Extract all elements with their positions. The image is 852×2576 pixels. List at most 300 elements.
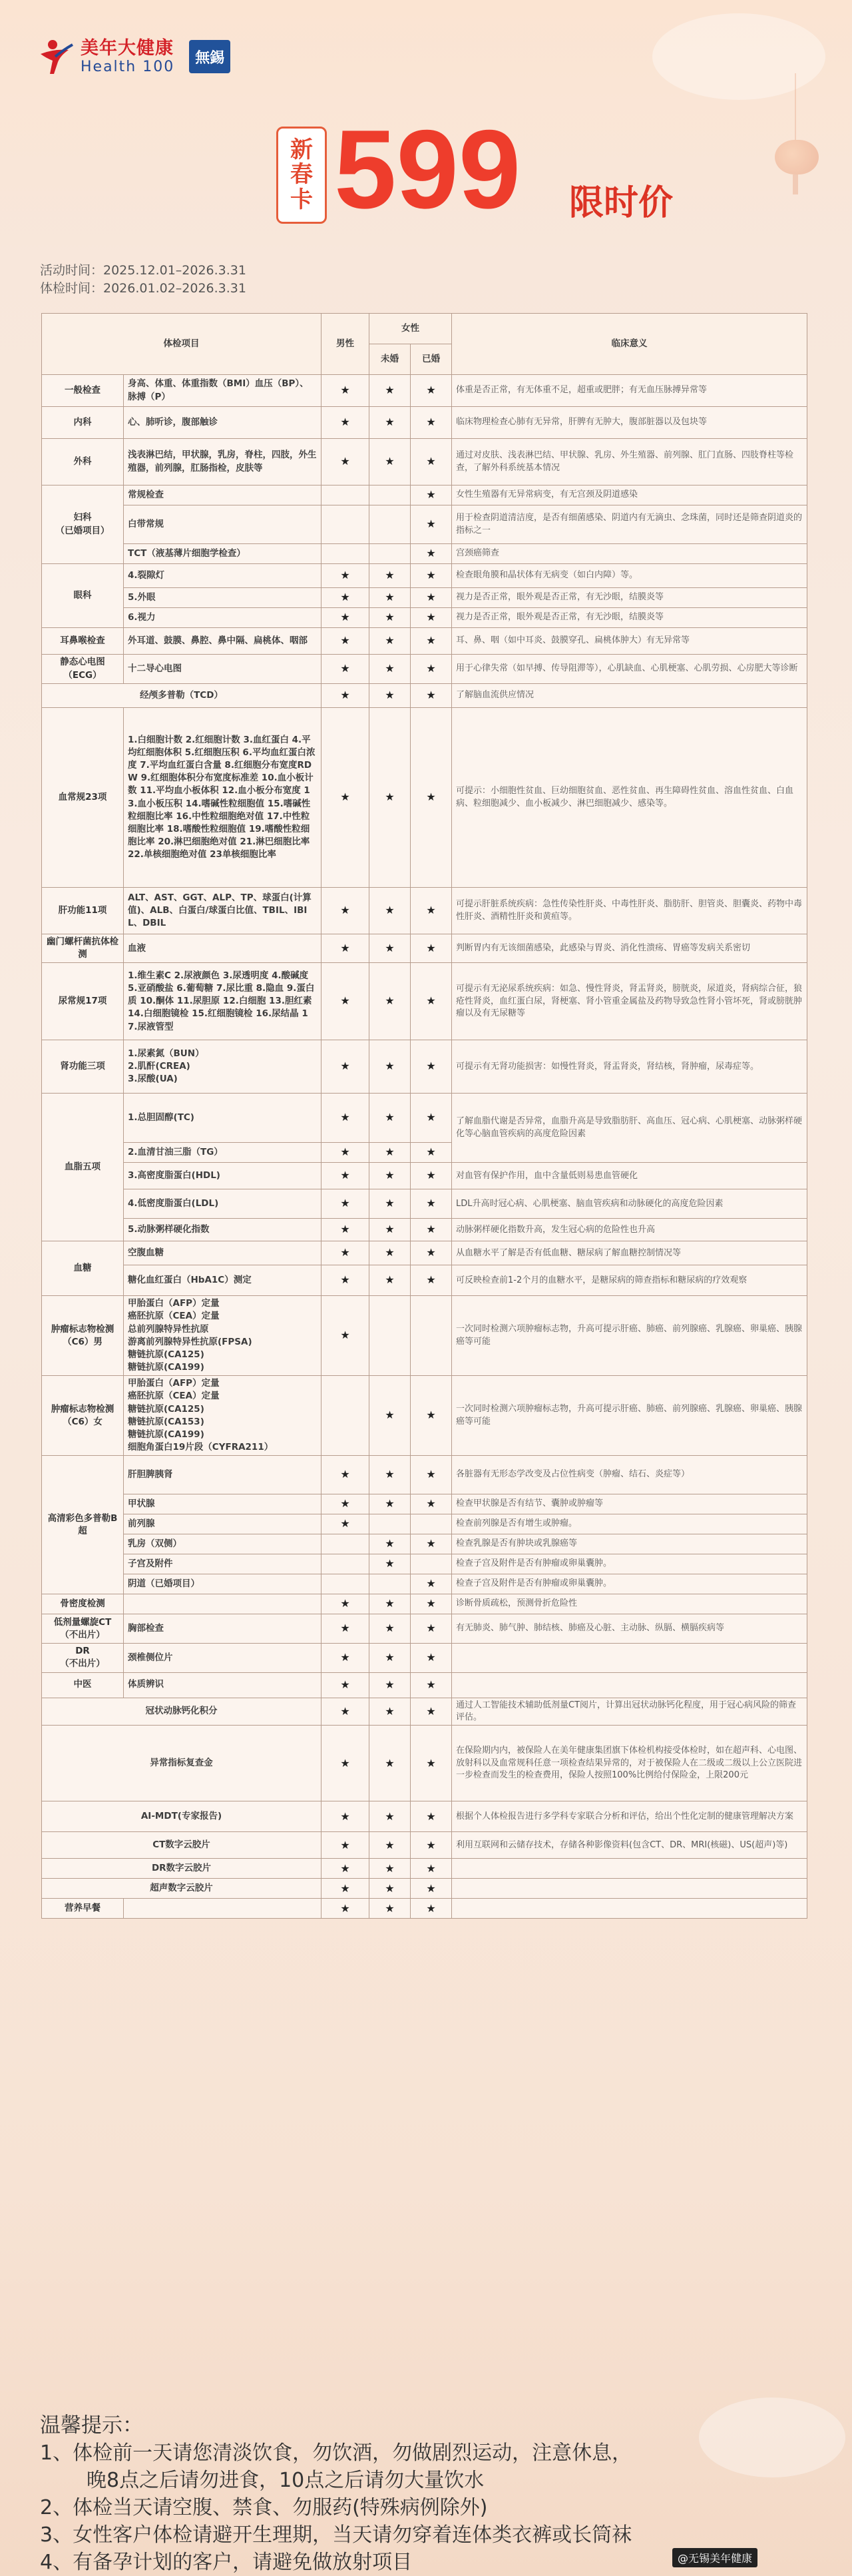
- exam-item: [124, 1899, 321, 1919]
- male-mark: ★: [321, 1859, 369, 1879]
- male-mark: [321, 505, 369, 544]
- exam-item: 6.视力: [124, 608, 321, 628]
- clinical-meaning: 诊断骨质疏松，预测骨折危险性: [452, 1594, 807, 1614]
- married-mark: ★: [411, 1241, 452, 1265]
- married-mark: ★: [411, 1494, 452, 1514]
- exam-item: CT数字云胶片: [42, 1832, 321, 1859]
- table-row: [42, 1094, 807, 1143]
- exam-item: 胸部检查: [124, 1614, 321, 1644]
- unmarried-mark: ★: [369, 564, 411, 588]
- married-mark: ★: [411, 1143, 452, 1163]
- brand-name: 美年大健康: [81, 37, 174, 59]
- header-married: 已婚: [411, 344, 452, 375]
- brand-name-en: Health 100: [81, 58, 175, 75]
- unmarried-mark: ★: [369, 1189, 411, 1219]
- clinical-meaning: 一次同时检测六项肿瘤标志物，升高可提示肝癌、肺癌、前列腺癌、乳腺癌、卵巢癌、胰腺癌等可能: [452, 1376, 807, 1456]
- clinical-meaning: 耳、鼻、咽（如中耳炎、鼓膜穿孔、扁桃体肿大）有无异常等: [452, 628, 807, 655]
- unmarried-mark: ★: [369, 1801, 411, 1832]
- unmarried-mark: ★: [369, 934, 411, 963]
- clinical-meaning: 用于心律失常（如早搏、传导阻滞等），心肌缺血、心肌梗塞、心肌劳损、心房肥大等诊断: [452, 655, 807, 684]
- clinical-meaning: 检查前列腺是否有增生或肿瘤。: [452, 1514, 807, 1534]
- exam-item: 肝胆脾胰肾: [124, 1456, 321, 1494]
- exam-category: 高清彩色多普勒B超: [42, 1456, 124, 1594]
- exam-item: 十二导心电图: [124, 655, 321, 684]
- table-row: [42, 1514, 807, 1534]
- unmarried-mark: ★: [369, 1241, 411, 1265]
- male-mark: ★: [321, 608, 369, 628]
- activity-time: 活动时间：2025.12.01–2026.3.31: [40, 263, 246, 278]
- male-mark: ★: [321, 1594, 369, 1614]
- married-mark: ★: [411, 1899, 452, 1919]
- exam-item: 阴道（已婚项目）: [124, 1574, 321, 1594]
- male-mark: ★: [321, 1879, 369, 1899]
- married-mark: ★: [411, 1219, 452, 1241]
- male-mark: [321, 485, 369, 505]
- male-mark: ★: [321, 1832, 369, 1859]
- exam-category: 肿瘤标志物检测（C6）男: [42, 1296, 124, 1376]
- table-row: [42, 888, 807, 934]
- exam-table: [41, 313, 807, 1919]
- male-mark: ★: [321, 934, 369, 963]
- unmarried-mark: ★: [369, 375, 411, 407]
- married-mark: ★: [411, 407, 452, 439]
- clinical-meaning: [452, 1899, 807, 1919]
- table-row: [42, 1554, 807, 1574]
- watermark: @无锡美年健康: [672, 2548, 757, 2567]
- married-mark: ★: [411, 1456, 452, 1494]
- exam-item: 2.血清甘油三脂（TG）: [124, 1143, 321, 1163]
- table-row: [42, 708, 807, 888]
- exam-item: 3.高密度脂蛋白(HDL): [124, 1163, 321, 1189]
- married-mark: ★: [411, 1726, 452, 1801]
- married-mark: ★: [411, 934, 452, 963]
- exam-item: 5.动脉粥样硬化指数: [124, 1219, 321, 1241]
- tips-section: [40, 2412, 632, 2576]
- exam-item: 浅表淋巴结，甲状腺，乳房，脊柱，四肢，外生殖器，前列腺，肛肠指检，皮肤等: [124, 439, 321, 485]
- male-mark: ★: [321, 1514, 369, 1534]
- male-mark: ★: [321, 588, 369, 608]
- tip-line: 晚8点之后请勿进食，10点之后请勿大量饮水: [87, 2469, 485, 2492]
- exam-table-body: [42, 375, 807, 1919]
- promo-stamp-char: 卡: [290, 186, 313, 213]
- clinical-meaning: 一次同时检测六项肿瘤标志物，升高可提示肝癌、肺癌、前列腺癌、乳腺癌、卵巢癌、胰腺癌等可能: [452, 1296, 807, 1376]
- exam-item: 甲胎蛋白（AFP）定量 癌胚抗原（CEA）定量 糖链抗原(CA125) 糖链抗原(CA153) 糖链抗原(CA199) 细胞角蛋白19片段（CYFRA211）: [124, 1376, 321, 1456]
- table-row: [42, 1376, 807, 1456]
- married-mark: ★: [411, 608, 452, 628]
- exam-item: 空腹血糖: [124, 1241, 321, 1265]
- male-mark: ★: [321, 708, 369, 888]
- table-row: [42, 1219, 807, 1241]
- table-row: [42, 1494, 807, 1514]
- table-row: [42, 1801, 807, 1832]
- male-mark: ★: [321, 1726, 369, 1801]
- male-mark: ★: [321, 1219, 369, 1241]
- unmarried-mark: ★: [369, 1094, 411, 1143]
- brand-mark-icon: [37, 37, 77, 77]
- unmarried-mark: [369, 1296, 411, 1376]
- married-mark: ★: [411, 1879, 452, 1899]
- exam-item: 1.维生素C 2.尿液颜色 3.尿透明度 4.酸碱度 5.亚硝酸盐 6.葡萄糖 7.尿比重 8.隐血 9.蛋白质 10.酮体 11.尿胆原 12.白细胞 13.胆红素 14.白细胞镜检 15.红细胞镜检 16.尿结晶 17.尿液管型: [124, 963, 321, 1040]
- male-mark: ★: [321, 888, 369, 934]
- clinical-meaning: 通过对皮肤、浅表淋巴结、甲状腺、乳房、外生殖器、前列腺、肛门直肠、四肢脊柱等检查，了解外科系统基本情况: [452, 439, 807, 485]
- married-mark: ★: [411, 628, 452, 655]
- table-row: [42, 1879, 807, 1899]
- married-mark: ★: [411, 1189, 452, 1219]
- unmarried-mark: ★: [369, 1219, 411, 1241]
- exam-category: 静态心电图 （ECG）: [42, 655, 124, 684]
- male-mark: ★: [321, 628, 369, 655]
- table-row: [42, 439, 807, 485]
- background-cloud: [699, 2398, 845, 2477]
- clinical-meaning: 在保险期内内，被保险人在美年健康集团旗下体检机构接受体检时，如在超声科、心电图、放射科以及血常规科任意一项检查结果异常的，对于被保险人在二级或二级以上公立医院进一步检查而发生的检查费用，保险人按照100%比例给付保险金，上限200元: [452, 1726, 807, 1801]
- unmarried-mark: ★: [369, 963, 411, 1040]
- exam-category: 幽门螺杆菌抗体检测: [42, 934, 124, 963]
- unmarried-mark: ★: [369, 1143, 411, 1163]
- exam-item: 血液: [124, 934, 321, 963]
- clinical-meaning: 视力是否正常，眼外观是否正常，有无沙眼，结膜炎等: [452, 608, 807, 628]
- table-row: [42, 934, 807, 963]
- table-row: [42, 544, 807, 564]
- header-item: 体检项目: [42, 314, 321, 375]
- unmarried-mark: ★: [369, 1832, 411, 1859]
- exam-category: 中医: [42, 1672, 124, 1698]
- clinical-meaning: 有无肺炎、肺气肿、肺结核、肺癌及心脏、主动脉、纵膈、横膈疾病等: [452, 1614, 807, 1644]
- male-mark: ★: [321, 1143, 369, 1163]
- table-row: [42, 407, 807, 439]
- table-row: [42, 1859, 807, 1879]
- exam-item: 颈椎侧位片: [124, 1644, 321, 1672]
- unmarried-mark: ★: [369, 1163, 411, 1189]
- tips-title: 温馨提示：: [40, 2414, 143, 2437]
- married-mark: ★: [411, 1594, 452, 1614]
- exam-category: 耳鼻喉检查: [42, 628, 124, 655]
- male-mark: ★: [321, 1040, 369, 1094]
- table-row: [42, 1189, 807, 1219]
- promo-stamp: [276, 127, 327, 224]
- male-mark: ★: [321, 1672, 369, 1698]
- clinical-meaning: 从血糖水平了解是否有低血糖、糖尿病了解血糖控制情况等: [452, 1241, 807, 1265]
- exam-item: 前列腺: [124, 1514, 321, 1534]
- married-mark: ★: [411, 1376, 452, 1456]
- married-mark: ★: [411, 888, 452, 934]
- clinical-meaning: 可提示有无肾功能损害：如慢性肾炎，肾盂肾炎，肾结核，肾肿瘤，尿毒症等。: [452, 1040, 807, 1094]
- table-row: [42, 1040, 807, 1094]
- clinical-meaning: 根据个人体检报告进行多学科专家联合分析和评估，给出个性化定制的健康管理解决方案: [452, 1801, 807, 1832]
- exam-category: 妇科 （已婚项目）: [42, 485, 124, 564]
- male-mark: ★: [321, 1094, 369, 1143]
- exam-item: 常规检查: [124, 485, 321, 505]
- header-unmarried: 未婚: [369, 344, 411, 375]
- unmarried-mark: ★: [369, 1376, 411, 1456]
- married-mark: ★: [411, 1040, 452, 1094]
- unmarried-mark: [369, 1574, 411, 1594]
- exam-item: 乳房（双侧）: [124, 1534, 321, 1554]
- table-row: [42, 1456, 807, 1494]
- exam-category: 一般检查: [42, 375, 124, 407]
- unmarried-mark: ★: [369, 684, 411, 708]
- table-row: [42, 1644, 807, 1672]
- male-mark: [321, 1376, 369, 1456]
- exam-category: 外科: [42, 439, 124, 485]
- male-mark: ★: [321, 1265, 369, 1296]
- male-mark: ★: [321, 1241, 369, 1265]
- clinical-meaning: 视力是否正常，眼外观是否正常，有无沙眼，结膜炎等: [452, 588, 807, 608]
- male-mark: ★: [321, 1698, 369, 1726]
- header-female: 女性: [369, 314, 452, 344]
- male-mark: ★: [321, 963, 369, 1040]
- exam-item: 冠状动脉钙化积分: [42, 1698, 321, 1726]
- exam-category: 低剂量螺旋CT （不出片）: [42, 1614, 124, 1644]
- table-row: [42, 1726, 807, 1801]
- male-mark: ★: [321, 375, 369, 407]
- unmarried-mark: ★: [369, 1614, 411, 1644]
- promo-stamp-char: 新: [290, 136, 313, 163]
- exam-category: 肿瘤标志物检测（C6）女: [42, 1376, 124, 1456]
- unmarried-mark: ★: [369, 1494, 411, 1514]
- table-row: [42, 655, 807, 684]
- male-mark: ★: [321, 1614, 369, 1644]
- married-mark: ★: [411, 505, 452, 544]
- unmarried-mark: [369, 1514, 411, 1534]
- unmarried-mark: ★: [369, 608, 411, 628]
- tip-line: 2、体检当天请空腹、禁食、勿服药(特殊病例除外): [40, 2496, 488, 2519]
- male-mark: ★: [321, 564, 369, 588]
- unmarried-mark: [369, 505, 411, 544]
- promo-dates: [40, 262, 246, 298]
- married-mark: ★: [411, 1832, 452, 1859]
- clinical-meaning: 检查甲状腺是否有结节、囊肿或肿瘤等: [452, 1494, 807, 1514]
- clinical-meaning: 检查子宫及附件是否有肿瘤或卵巢囊肿。: [452, 1574, 807, 1594]
- exam-item: 5.外眼: [124, 588, 321, 608]
- exam-item: 白带常规: [124, 505, 321, 544]
- table-row: [42, 1832, 807, 1859]
- clinical-meaning: 通过人工智能技术辅助低剂量CT阅片，计算出冠状动脉钙化程度，用于冠心病风险的筛查评估。: [452, 1698, 807, 1726]
- unmarried-mark: ★: [369, 407, 411, 439]
- male-mark: [321, 544, 369, 564]
- married-mark: ★: [411, 439, 452, 485]
- header-meaning: 临床意义: [452, 314, 807, 375]
- exam-category: 尿常规17项: [42, 963, 124, 1040]
- unmarried-mark: ★: [369, 1040, 411, 1094]
- married-mark: ★: [411, 588, 452, 608]
- exam-item: 甲状腺: [124, 1494, 321, 1514]
- male-mark: ★: [321, 407, 369, 439]
- male-mark: ★: [321, 1163, 369, 1189]
- married-mark: ★: [411, 1801, 452, 1832]
- married-mark: ★: [411, 544, 452, 564]
- exam-item: 异常指标复查金: [42, 1726, 321, 1801]
- exam-item: TCT（液基薄片细胞学检查）: [124, 544, 321, 564]
- table-row: [42, 375, 807, 407]
- male-mark: ★: [321, 655, 369, 684]
- table-row: [42, 1614, 807, 1644]
- unmarried-mark: ★: [369, 1879, 411, 1899]
- lantern-decoration: [775, 140, 819, 174]
- male-mark: ★: [321, 1644, 369, 1672]
- table-row: [42, 588, 807, 608]
- married-mark: ★: [411, 1644, 452, 1672]
- clinical-meaning: 可提示有无泌尿系统疾病：如急、慢性肾炎，肾盂肾炎，膀胱炎，尿道炎，肾病综合征，狼疮性肾炎，血红蛋白尿，肾梗塞、肾小管重金属盐及药物导致急性肾小管坏死，肾或膀胱肿瘤以及有无尿糖等: [452, 963, 807, 1040]
- exam-category: 血脂五项: [42, 1094, 124, 1241]
- exam-category: 眼科: [42, 564, 124, 628]
- exam-category: 血糖: [42, 1241, 124, 1296]
- clinical-meaning: [452, 1879, 807, 1899]
- exam-item: 1.总胆固醇(TC): [124, 1094, 321, 1143]
- unmarried-mark: ★: [369, 1698, 411, 1726]
- exam-item: ALT、AST、GGT、ALP、TP、球蛋白(计算值)、ALB、白蛋白/球蛋白比值、TBIL、IBIL、DBIL: [124, 888, 321, 934]
- tip-line: 3、女性客户体检请避开生理期，当天请勿穿着连体类衣裤或长筒袜: [40, 2523, 632, 2547]
- exam-item: AI-MDT(专家报告): [42, 1801, 321, 1832]
- table-row: [42, 628, 807, 655]
- unmarried-mark: ★: [369, 1534, 411, 1554]
- clinical-meaning: [452, 1672, 807, 1698]
- unmarried-mark: ★: [369, 708, 411, 888]
- married-mark: [411, 1554, 452, 1574]
- exam-item: 甲胎蛋白（AFP）定量 癌胚抗原（CEA）定量 总前列腺特异性抗原 游离前列腺特异性抗原(FPSA) 糖链抗原(CA125) 糖链抗原(CA199): [124, 1296, 321, 1376]
- clinical-meaning: 了解血脂代谢是否异常，血脂升高是导致脂肪肝、高血压、冠心病、心肌梗塞、动脉粥样硬化等心脑血管疾病的高度危险因素: [452, 1094, 807, 1163]
- clinical-meaning: 各脏器有无形态学改变及占位性病变（肿瘤、结石、炎症等）: [452, 1456, 807, 1494]
- clinical-meaning: 检查眼角膜和晶状体有无病变（如白内障）等。: [452, 564, 807, 588]
- unmarried-mark: ★: [369, 1899, 411, 1919]
- table-row: [42, 1574, 807, 1594]
- male-mark: ★: [321, 1456, 369, 1494]
- male-mark: ★: [321, 1296, 369, 1376]
- married-mark: ★: [411, 655, 452, 684]
- table-row: [42, 1241, 807, 1265]
- unmarried-mark: ★: [369, 439, 411, 485]
- exam-item: 身高、体重、体重指数（BMI）血压（BP）、脉搏（P）: [124, 375, 321, 407]
- table-row: [42, 485, 807, 505]
- table-row: [42, 1698, 807, 1726]
- unmarried-mark: ★: [369, 1554, 411, 1574]
- unmarried-mark: ★: [369, 588, 411, 608]
- exam-category: 内科: [42, 407, 124, 439]
- exam-item: DR数字云胶片: [42, 1859, 321, 1879]
- male-mark: ★: [321, 439, 369, 485]
- male-mark: ★: [321, 1801, 369, 1832]
- exam-category: DR （不出片）: [42, 1644, 124, 1672]
- clinical-meaning: 了解脑血流供应情况: [452, 684, 807, 708]
- clinical-meaning: 可提示肝脏系统疾病：急性传染性肝炎、中毒性肝炎、脂肪肝、胆管炎、胆囊炎、药物中毒性肝炎、酒精性肝炎和黄疸等。: [452, 888, 807, 934]
- clinical-meaning: 可反映检查前1-2个月的血糖水平，是糖尿病的筛查指标和糖尿病的疗效观察: [452, 1265, 807, 1296]
- unmarried-mark: ★: [369, 628, 411, 655]
- table-row: [42, 1296, 807, 1376]
- unmarried-mark: ★: [369, 1672, 411, 1698]
- table-row: [42, 505, 807, 544]
- clinical-meaning: 判断胃内有无该细菌感染，此感染与胃炎、消化性溃疡、胃癌等发病关系密切: [452, 934, 807, 963]
- unmarried-mark: ★: [369, 655, 411, 684]
- exam-item: 4.裂隙灯: [124, 564, 321, 588]
- table-row: [42, 1899, 807, 1919]
- married-mark: ★: [411, 564, 452, 588]
- clinical-meaning: 用于检查阴道清洁度，是否有细菌感染、阴道内有无滴虫、念珠菌，同时还是筛查阴道炎的指标之一: [452, 505, 807, 544]
- unmarried-mark: ★: [369, 1644, 411, 1672]
- unmarried-mark: [369, 544, 411, 564]
- married-mark: ★: [411, 684, 452, 708]
- promo-stamp-char: 春: [290, 161, 313, 188]
- exam-category: 肝功能11项: [42, 888, 124, 934]
- male-mark: [321, 1534, 369, 1554]
- clinical-meaning: 检查子宫及附件是否有肿瘤或卵巢囊肿。: [452, 1554, 807, 1574]
- header-male: 男性: [321, 314, 369, 375]
- married-mark: ★: [411, 1094, 452, 1143]
- married-mark: ★: [411, 963, 452, 1040]
- exam-item: 超声数字云胶片: [42, 1879, 321, 1899]
- clinical-meaning: [452, 1859, 807, 1879]
- unmarried-mark: ★: [369, 1456, 411, 1494]
- male-mark: ★: [321, 1494, 369, 1514]
- married-mark: [411, 1514, 452, 1534]
- married-mark: ★: [411, 1574, 452, 1594]
- exam-category: 营养早餐: [42, 1899, 124, 1919]
- table-row: [42, 1594, 807, 1614]
- clinical-meaning: 检查乳腺是否有肿块或乳腺癌等: [452, 1534, 807, 1554]
- partner-logo: 無錫: [189, 40, 230, 73]
- clinical-meaning: LDL升高时冠心病、心肌梗塞、脑血管疾病和动脉硬化的高度危险因素: [452, 1189, 807, 1219]
- tip-line: 4、有备孕计划的客户，请避免做放射项目: [40, 2551, 413, 2574]
- clinical-meaning: 宫颈癌筛查: [452, 544, 807, 564]
- table-row: [42, 1265, 807, 1296]
- table-row: [42, 1163, 807, 1189]
- table-row: [42, 608, 807, 628]
- unmarried-mark: [369, 485, 411, 505]
- clinical-meaning: 利用互联网和云储存技术，存储各种影像资料(包含CT、DR、MRI(核磁)、US(超声)等): [452, 1832, 807, 1859]
- unmarried-mark: ★: [369, 1859, 411, 1879]
- exam-item: 外耳道、鼓膜、鼻腔、鼻中隔、扁桃体、咽部: [124, 628, 321, 655]
- table-row: [42, 963, 807, 1040]
- male-mark: [321, 1554, 369, 1574]
- unmarried-mark: ★: [369, 888, 411, 934]
- exam-item: 糖化血红蛋白（HbA1C）测定: [124, 1265, 321, 1296]
- married-mark: ★: [411, 1698, 452, 1726]
- male-mark: ★: [321, 684, 369, 708]
- exam-item: [124, 1594, 321, 1614]
- married-mark: ★: [411, 375, 452, 407]
- unmarried-mark: ★: [369, 1594, 411, 1614]
- married-mark: ★: [411, 1859, 452, 1879]
- clinical-meaning: [452, 1644, 807, 1672]
- married-mark: ★: [411, 1672, 452, 1698]
- exam-category: 肾功能三项: [42, 1040, 124, 1094]
- background-cloud: [652, 13, 825, 100]
- exam-time: 体检时间：2026.01.02–2026.3.31: [40, 281, 246, 296]
- clinical-meaning: 可提示：小细胞性贫血、巨幼细胞贫血、恶性贫血、再生障碍性贫血、溶血性贫血、白血病、粒细胞减少、血小板减少、淋巴细胞减少、感染等。: [452, 708, 807, 888]
- clinical-meaning: 动脉粥样硬化指数升高，发生冠心病的危险性也升高: [452, 1219, 807, 1241]
- brand-logo: [37, 37, 230, 77]
- exam-category: 血常规23项: [42, 708, 124, 888]
- clinical-meaning: 临床物理检查心肺有无异常，肝脾有无肿大，腹部脏器以及包块等: [452, 407, 807, 439]
- promo-price: 599: [334, 107, 521, 232]
- tip-line: 1、体检前一天请您清淡饮食，勿饮酒，勿做剧烈运动，注意休息，: [40, 2441, 632, 2465]
- exam-item: 1.白细胞计数 2.红细胞计数 3.血红蛋白 4.平均红细胞体积 5.红细胞压积 6.平均血红蛋白浓度 7.平均血红蛋白含量 8.红细胞分布宽度RDW 9.红细胞体积分布宽度标准差 10.血小板计数 11.平均血小板体积 12.血小板分布宽度 13.血小板压积 14.嗜碱性粒细胞值 15.嗜碱性粒细胞比率 16.中性粒细胞绝对值 17.中性粒细胞比率 18.嗜酸性粒细胞值 19.嗜酸性粒细胞比率 20.淋巴细胞绝对值 21.淋巴细胞比率 22.单核细胞绝对值 23单核细胞比率: [124, 708, 321, 888]
- clinical-meaning: 体重是否正常，有无体重不足，超重或肥胖；有无血压脉搏异常等: [452, 375, 807, 407]
- married-mark: ★: [411, 1265, 452, 1296]
- table-row: [42, 564, 807, 588]
- exam-item: 4.低密度脂蛋白(LDL): [124, 1189, 321, 1219]
- male-mark: [321, 1574, 369, 1594]
- exam-table-wrapper: [41, 313, 807, 1919]
- clinical-meaning: 女性生殖器有无异常病变，有无宫颈及阴道感染: [452, 485, 807, 505]
- married-mark: ★: [411, 485, 452, 505]
- male-mark: ★: [321, 1899, 369, 1919]
- clinical-meaning: 对血管有保护作用，血中含量低则易患血管硬化: [452, 1163, 807, 1189]
- married-mark: ★: [411, 708, 452, 888]
- table-row: [42, 684, 807, 708]
- table-row: [42, 1672, 807, 1698]
- married-mark: [411, 1296, 452, 1376]
- married-mark: ★: [411, 1614, 452, 1644]
- married-mark: ★: [411, 1163, 452, 1189]
